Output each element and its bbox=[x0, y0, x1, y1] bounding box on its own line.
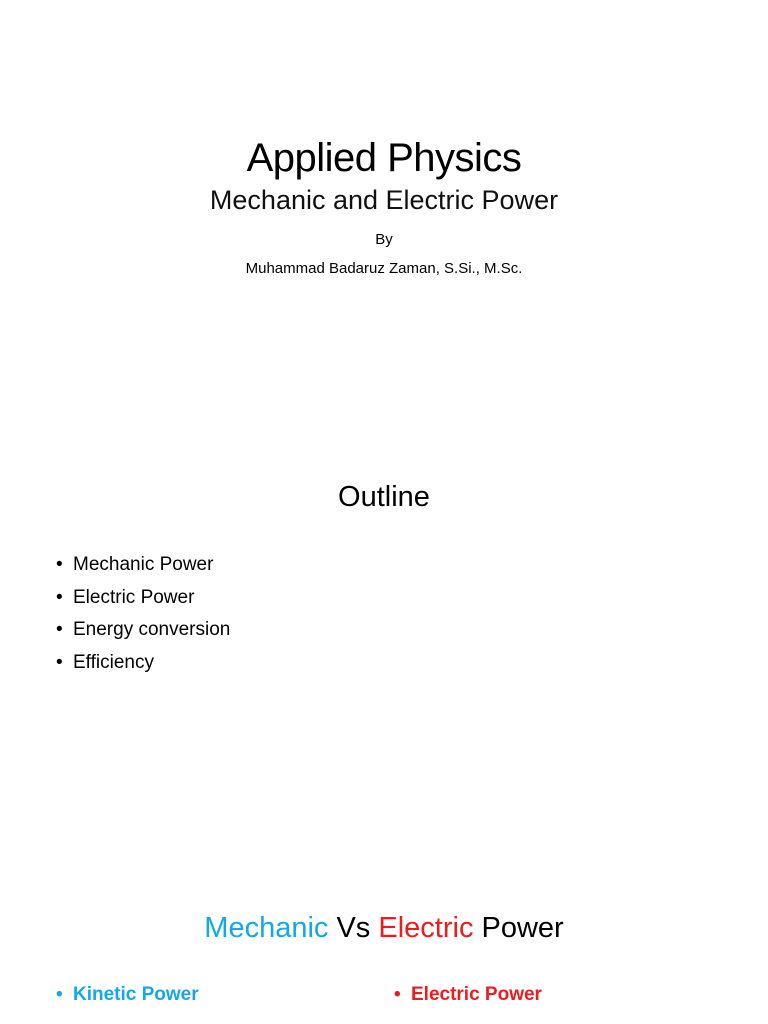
kinetic-power-label: Kinetic Power bbox=[73, 984, 199, 1005]
outline-item bbox=[56, 582, 230, 615]
title-mechanic: Mechanic bbox=[204, 912, 329, 944]
outline-item-label: Electric Power bbox=[73, 586, 195, 608]
bullet-icon: • bbox=[56, 586, 63, 608]
bullet-icon: • bbox=[56, 619, 63, 640]
electric-power-item bbox=[394, 983, 542, 1007]
bullet-icon: • bbox=[56, 984, 63, 1005]
bullet-icon: • bbox=[56, 554, 63, 575]
title-vs: Vs bbox=[328, 912, 379, 944]
comparison-title bbox=[0, 908, 768, 948]
outline-item-label: Mechanic Power bbox=[73, 554, 214, 575]
outline-item-label: Efficiency bbox=[73, 651, 154, 673]
outline-title: Outline bbox=[338, 481, 430, 513]
author-name: Muhammad Badaruz Zaman, S.Si., M.Sc. bbox=[245, 260, 523, 277]
outline-item bbox=[56, 647, 230, 680]
title-power: Power bbox=[473, 912, 564, 944]
outline-item bbox=[56, 614, 230, 647]
by-label: By bbox=[375, 231, 393, 248]
bullet-icon: • bbox=[56, 651, 63, 673]
outline-list bbox=[56, 549, 230, 679]
kinetic-power-item bbox=[56, 983, 199, 1007]
bullet-icon: • bbox=[394, 984, 401, 1005]
outline-item bbox=[56, 549, 230, 582]
outline-item-label: Energy conversion bbox=[73, 619, 231, 640]
slide-title: Applied Physics bbox=[246, 136, 522, 180]
slide-subtitle: Mechanic and Electric Power bbox=[209, 185, 559, 215]
title-electric: Electric bbox=[378, 912, 474, 944]
electric-power-label: Electric Power bbox=[411, 984, 542, 1005]
